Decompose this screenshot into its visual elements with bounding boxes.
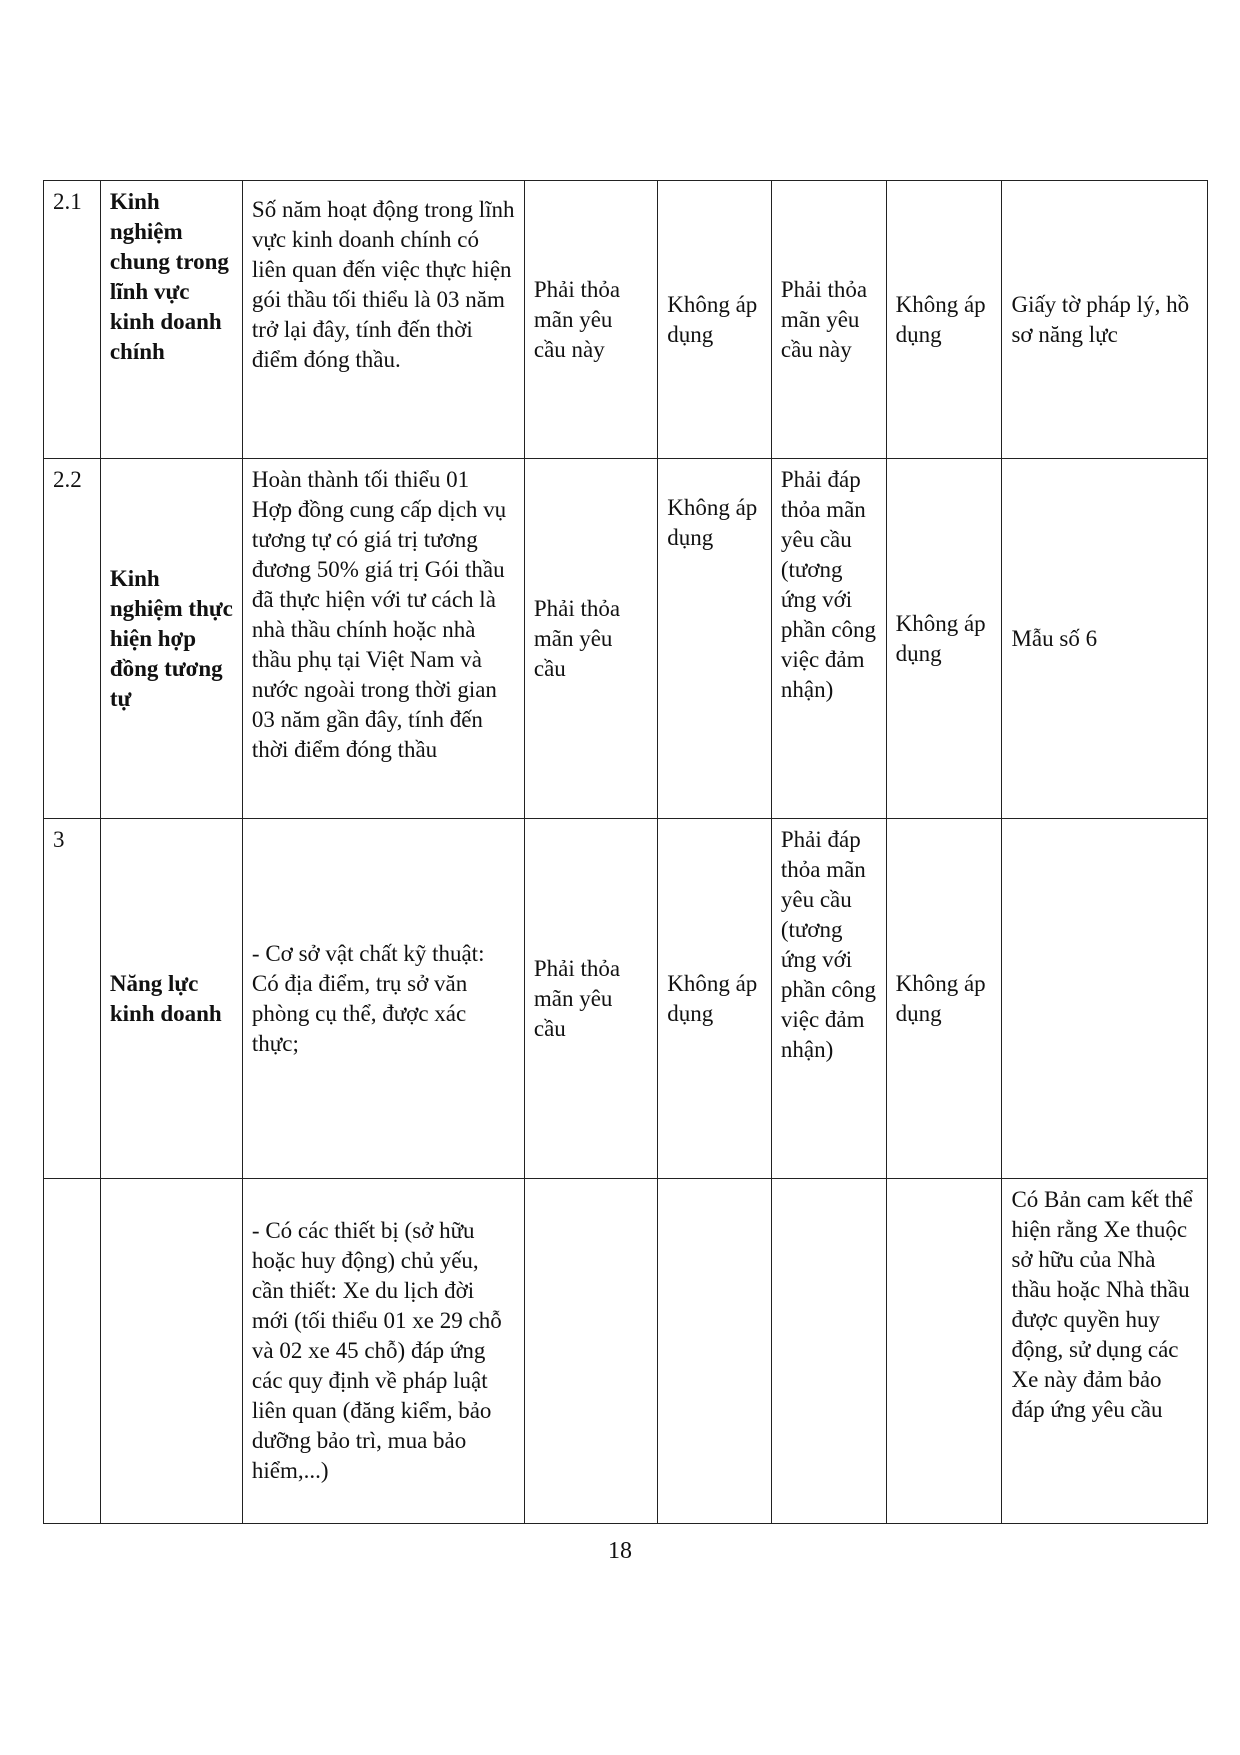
requirement-status-cell: Phải thỏa mãn yêu cầu này — [524, 181, 657, 459]
applicability-cell: Không áp dụng — [886, 181, 1002, 459]
applicability-cell — [658, 1179, 772, 1524]
criterion-cell: Kinh nghiệm chung trong lĩnh vực kinh doanh chính — [100, 181, 242, 459]
row-number: 2.1 — [44, 181, 101, 459]
requirement-status-cell — [524, 1179, 657, 1524]
row-number — [44, 1179, 101, 1524]
applicability-cell: Không áp dụng — [886, 819, 1002, 1179]
requirement-status-cell: Phải đáp thỏa mãn yêu cầu (tương ứng với phần công việc đảm nhận) — [771, 459, 886, 819]
requirement-status-cell — [771, 1179, 886, 1524]
requirement-status-cell: Phải thỏa mãn yêu cầu — [524, 459, 657, 819]
requirement-cell: - Cơ sở vật chất kỹ thuật: Có địa điểm, trụ sở văn phòng cụ thể, được xác thực; — [242, 819, 524, 1179]
applicability-cell: Không áp dụng — [658, 459, 772, 819]
requirement-status-cell: Phải đáp thỏa mãn yêu cầu (tương ứng với phần công việc đảm nhận) — [771, 819, 886, 1179]
table-row — [44, 819, 1208, 1179]
document-cell: Mẫu số 6 — [1002, 459, 1208, 819]
requirement-status-cell: Phải thỏa mãn yêu cầu — [524, 819, 657, 1179]
requirement-cell: Số năm hoạt động trong lĩnh vực kinh doanh chính có liên quan đến việc thực hiện gói thầu tối thiểu là 03 năm trở lại đây, tính đến thời điểm đóng thầu. — [242, 181, 524, 459]
document-cell — [1002, 819, 1208, 1179]
row-number: 2.2 — [44, 459, 101, 819]
table-row — [44, 181, 1208, 459]
criterion-cell — [100, 1179, 242, 1524]
table-row — [44, 459, 1208, 819]
criterion-cell: Năng lực kinh doanh — [100, 819, 242, 1179]
requirement-cell: Hoàn thành tối thiểu 01 Hợp đồng cung cấp dịch vụ tương tự có giá trị tương đương 50% giá trị Gói thầu đã thực hiện với tư cách là nhà thầu chính hoặc nhà thầu phụ tại Việt Nam và nước ngoài trong thời gian 03 năm gần đây, tính đến thời điểm đóng thầu — [242, 459, 524, 819]
requirement-cell: - Có các thiết bị (sở hữu hoặc huy động) chủ yếu, cần thiết: Xe du lịch đời mới (tối thiểu 01 xe 29 chỗ và 02 xe 45 chỗ) đáp ứng các quy định về pháp luật liên quan (đăng kiểm, bảo dưỡng bảo trì, mua bảo hiểm,...) — [242, 1179, 524, 1524]
document-cell: Giấy tờ pháp lý, hồ sơ năng lực — [1002, 181, 1208, 459]
requirement-status-cell: Phải thỏa mãn yêu cầu này — [771, 181, 886, 459]
criterion-cell: Kinh nghiệm thực hiện hợp đồng tương tự — [100, 459, 242, 819]
applicability-cell — [886, 1179, 1002, 1524]
requirements-table — [43, 180, 1208, 1524]
table-row — [44, 1179, 1208, 1524]
document-cell: Có Bản cam kết thể hiện rằng Xe thuộc sở hữu của Nhà thầu hoặc Nhà thầu được quyền huy động, sử dụng các Xe này đảm bảo đáp ứng yêu cầu — [1002, 1179, 1208, 1524]
page-number: 18 — [608, 1538, 632, 1564]
applicability-cell: Không áp dụng — [886, 459, 1002, 819]
applicability-cell: Không áp dụng — [658, 819, 772, 1179]
applicability-cell: Không áp dụng — [658, 181, 772, 459]
row-number: 3 — [44, 819, 101, 1179]
